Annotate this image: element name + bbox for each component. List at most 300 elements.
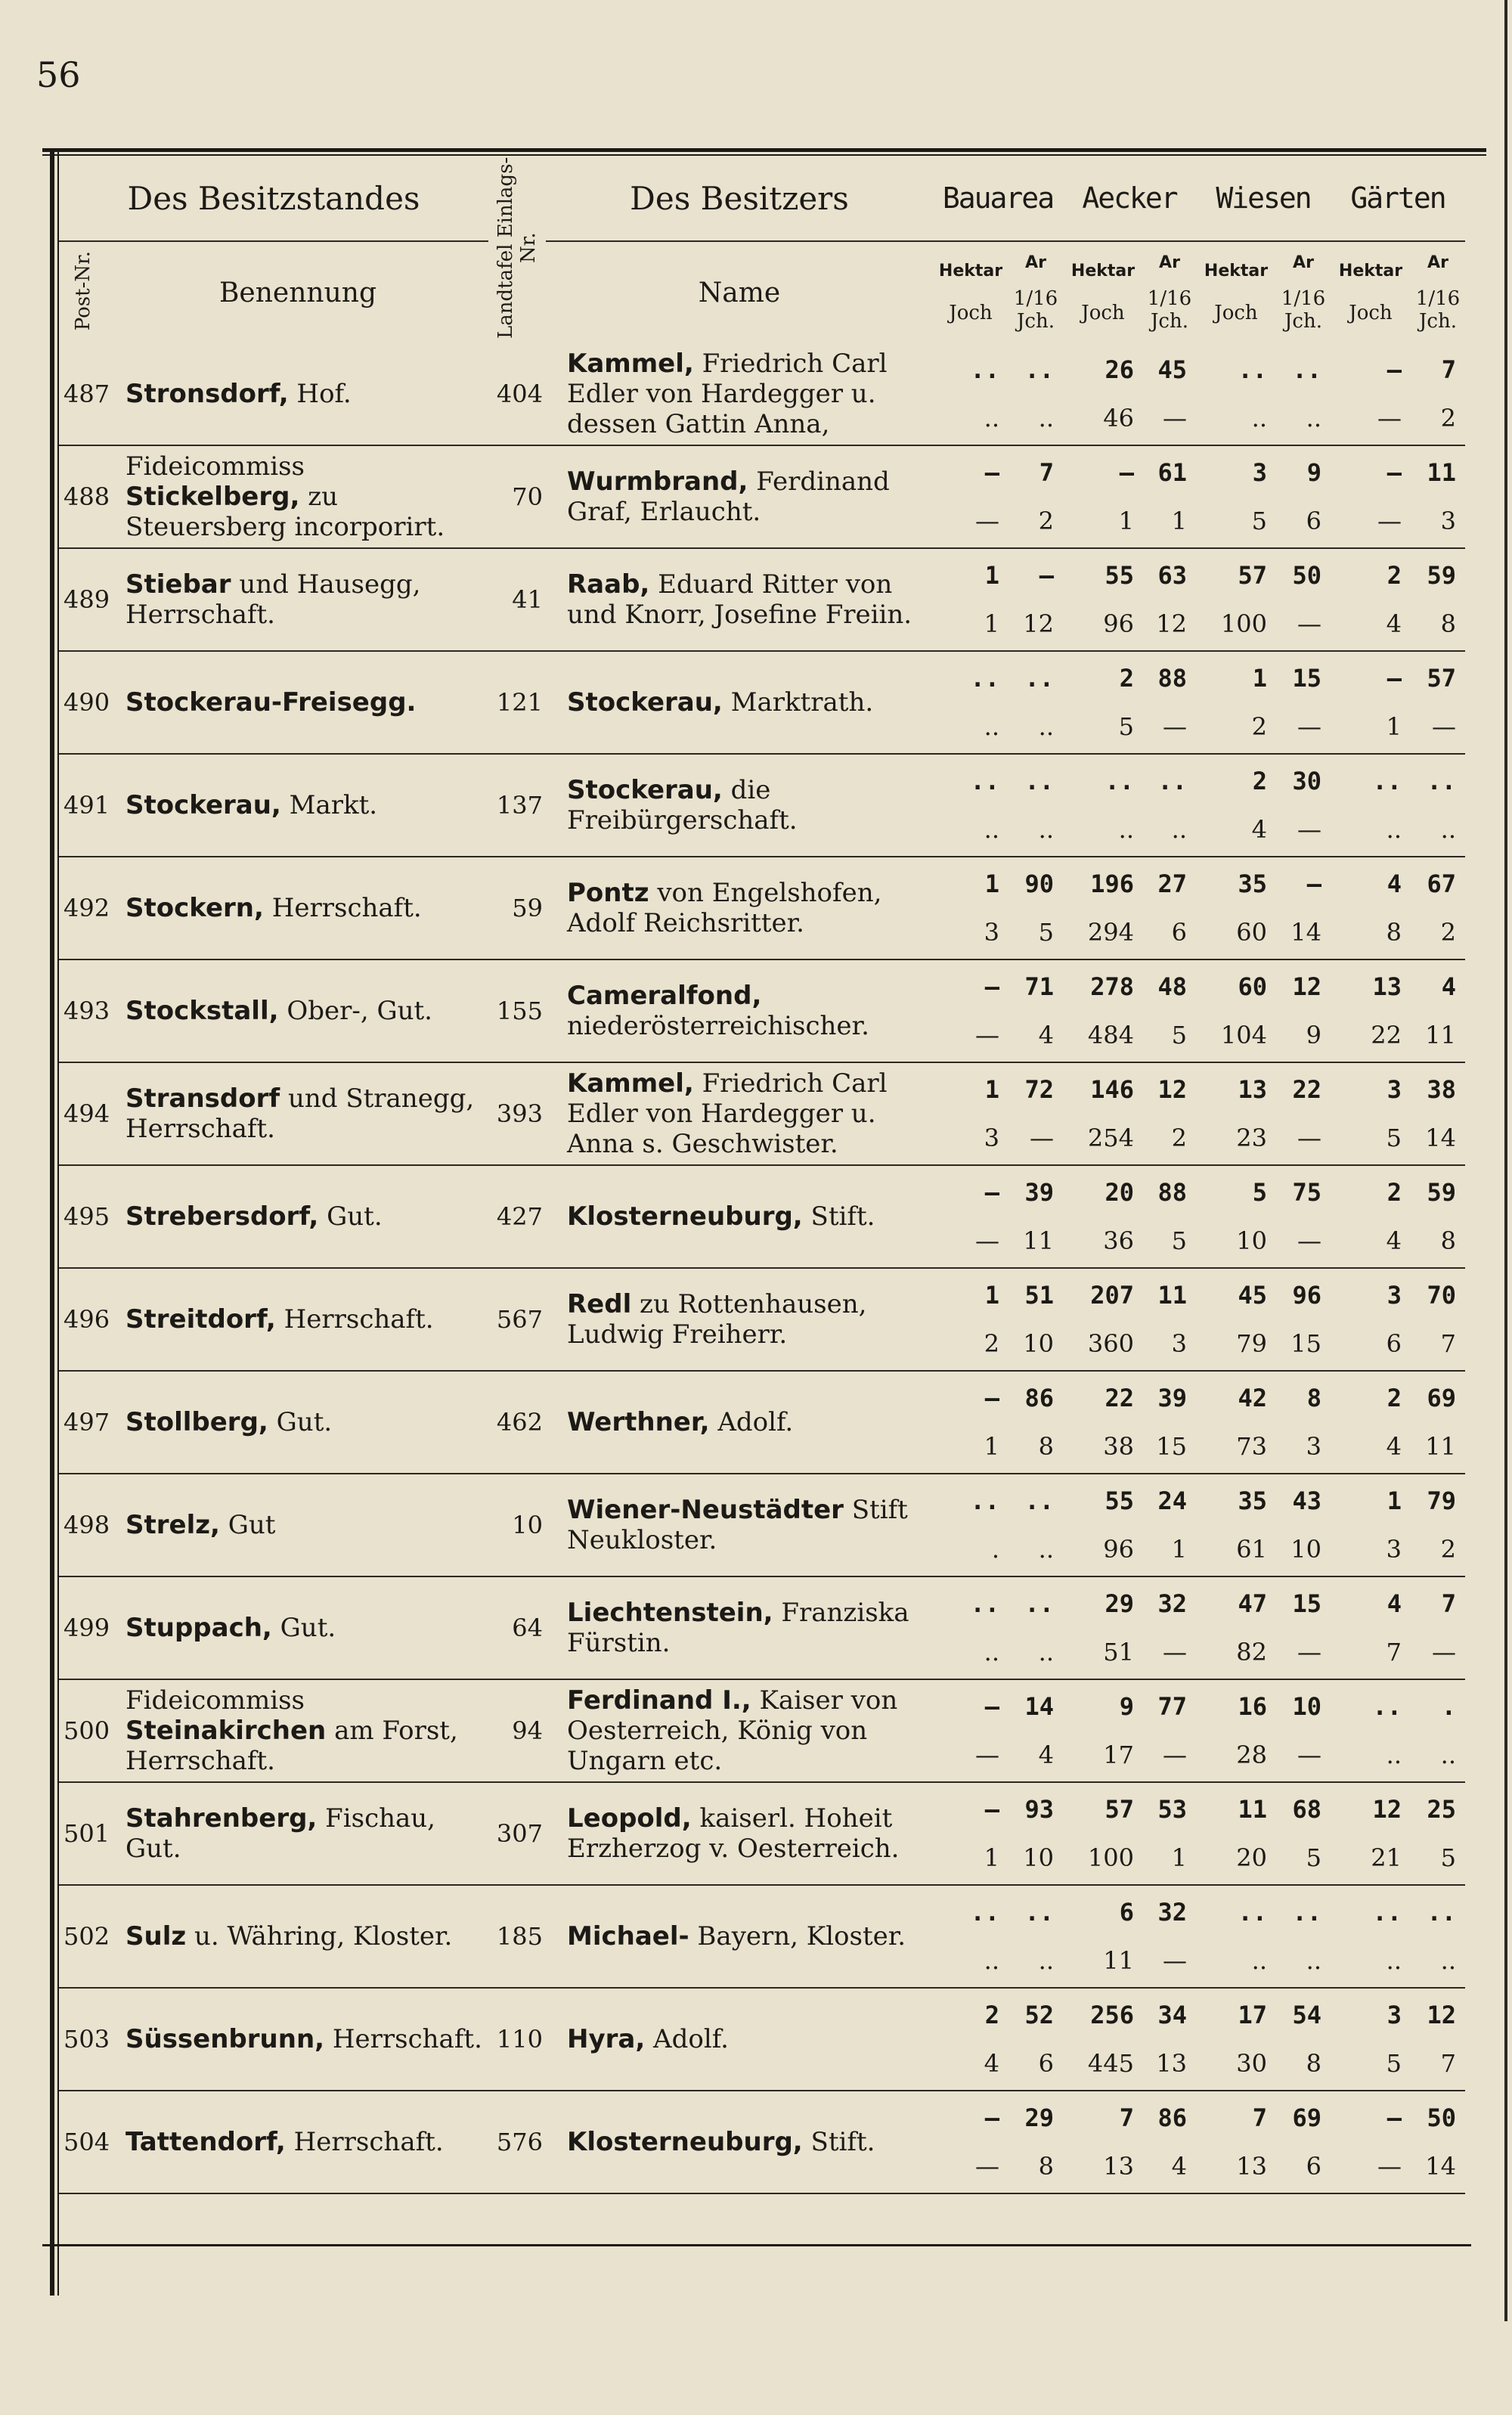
area-value — [1009, 959, 1063, 1062]
benennung — [107, 754, 488, 857]
besitzer-name — [546, 1679, 933, 1782]
besitzer-name — [546, 754, 933, 857]
area-value — [933, 1165, 1009, 1268]
besitzer-name — [546, 1474, 933, 1576]
hektar-value: — — [984, 458, 999, 487]
hektar-value: 4 — [1387, 1589, 1402, 1618]
joch-value: 4 — [1251, 815, 1267, 844]
left-rule — [50, 148, 54, 2296]
joch-value: 7 — [1440, 2049, 1456, 2078]
top-rule — [42, 148, 1486, 152]
area-value — [1009, 1576, 1063, 1679]
hektar-value: 43 — [1292, 1487, 1321, 1515]
hektar-value: 75 — [1292, 1178, 1321, 1207]
hektar-value: .. — [970, 767, 999, 795]
hektar-value: 12 — [1427, 2001, 1456, 2029]
hektar-value: 67 — [1427, 870, 1456, 898]
area-value — [1276, 1576, 1331, 1679]
post-nr: 490 — [59, 651, 107, 754]
hektar-value: 9 — [1119, 1692, 1134, 1721]
area-value — [1063, 1165, 1143, 1268]
benennung-rest: Herrschaft. — [285, 2127, 444, 2157]
joch-value: — — [1163, 712, 1187, 741]
joch-value: 22 — [1371, 1021, 1402, 1049]
hektar-value: 13 — [1238, 1075, 1267, 1104]
area-value — [1276, 1165, 1331, 1268]
joch-value: 3 — [984, 918, 999, 947]
area-value — [1411, 1988, 1465, 2091]
besitzer-name — [546, 343, 933, 445]
hektar-value: 12 — [1157, 1075, 1187, 1104]
besitzer-rest: Kaiser von Oesterreich, König von Ungarn etc. — [567, 1685, 898, 1776]
benennung — [107, 651, 488, 754]
benennung-name: Stockern, — [125, 893, 264, 923]
joch-value: 1 — [984, 1432, 999, 1461]
hektar-value: . — [1441, 1692, 1456, 1721]
besitzer-name — [546, 1371, 933, 1474]
hektar-value: 57 — [1427, 664, 1456, 693]
landtafel-nr: 462 — [488, 1371, 546, 1474]
hektar-value: 52 — [1024, 2001, 1054, 2029]
joch-value: — — [1297, 815, 1321, 844]
hektar-value: 47 — [1238, 1589, 1267, 1618]
hektar-value: 88 — [1157, 1178, 1187, 1207]
besitzer-surname: Liechtenstein, — [567, 1598, 773, 1628]
joch-value: — — [975, 1226, 999, 1255]
hektar-value: .. — [1427, 767, 1456, 795]
hektar-value: 9 — [1306, 458, 1321, 487]
joch-value: .. — [1251, 404, 1267, 432]
unit-ar-jch: Ar 1/16 Jch. — [1013, 253, 1058, 333]
besitzer-surname: Leopold, — [567, 1803, 692, 1834]
area-value — [1331, 1268, 1411, 1371]
area-value — [1331, 1474, 1411, 1576]
area-value — [1411, 1782, 1465, 1885]
hektar-value: 11 — [1157, 1281, 1187, 1310]
hektar-value: — — [984, 972, 999, 1001]
hektar-value: 86 — [1024, 1384, 1054, 1412]
landtafel-nr: 41 — [488, 548, 546, 651]
area-value — [1331, 651, 1411, 754]
joch-value: — — [1297, 1741, 1321, 1769]
joch-value: 4 — [1386, 609, 1402, 638]
area-value — [1331, 857, 1411, 959]
hektar-value: — — [984, 2103, 999, 2132]
joch-value: 8 — [1038, 2152, 1054, 2181]
joch-value: 79 — [1236, 1329, 1267, 1358]
area-value — [1331, 1782, 1411, 1885]
benennung-name: Strelz, — [125, 1510, 220, 1540]
area-value — [1196, 1268, 1276, 1371]
hektar-value: 53 — [1157, 1795, 1187, 1824]
joch-value: 13 — [1156, 2049, 1187, 2078]
landtafel-nr: 393 — [488, 1062, 546, 1165]
table-row — [59, 1268, 1465, 1371]
joch-value: 2 — [1038, 507, 1054, 535]
hektar-value: 1 — [984, 870, 999, 898]
benennung-name: Stransdorf — [125, 1083, 280, 1114]
benennung — [107, 1371, 488, 1474]
joch-value: 13 — [1236, 2152, 1267, 2181]
hektar-value: 42 — [1238, 1384, 1267, 1412]
area-value — [1143, 548, 1196, 651]
hektar-value: 55 — [1105, 1487, 1134, 1515]
joch-value: — — [1297, 712, 1321, 741]
hektar-value: 72 — [1024, 1075, 1054, 1104]
post-nr: 496 — [59, 1268, 107, 1371]
joch-value: — — [1163, 1741, 1187, 1769]
area-value — [1009, 445, 1063, 548]
area-value — [1196, 1576, 1276, 1679]
area-value — [1143, 857, 1196, 959]
joch-value: 7 — [1440, 1329, 1456, 1358]
joch-value: 36 — [1103, 1226, 1134, 1255]
besitzer-name — [546, 1062, 933, 1165]
table-row — [59, 1782, 1465, 1885]
besitzer-surname: Werthner, — [567, 1407, 710, 1437]
benennung-rest: Fischau, Gut. — [125, 1803, 435, 1864]
area-value — [1009, 651, 1063, 754]
area-value — [1063, 343, 1143, 445]
joch-value: 104 — [1220, 1021, 1267, 1049]
benennung-rest: u. Währing, Kloster. — [186, 1921, 453, 1952]
hektar-value: 51 — [1024, 1281, 1054, 1310]
unit-ar-jch: Ar 1/16 Jch. — [1147, 253, 1192, 333]
benennung — [107, 959, 488, 1062]
joch-value: — — [1163, 1638, 1187, 1666]
header-benennung: Benennung — [218, 277, 377, 308]
joch-value: 82 — [1236, 1638, 1267, 1666]
area-value — [1276, 1988, 1331, 2091]
post-nr: 497 — [59, 1371, 107, 1474]
unit-hektar-joch: Hektar Joch — [1070, 261, 1136, 324]
joch-value: 5 — [1386, 1124, 1402, 1152]
besitzer-name — [546, 857, 933, 959]
joch-value: 10 — [1023, 1329, 1054, 1358]
hektar-value: 278 — [1090, 972, 1134, 1001]
joch-value: .. — [1306, 404, 1321, 432]
benennung-name: Stiebar — [125, 569, 231, 600]
hektar-value: 54 — [1292, 2001, 1321, 2029]
joch-value: .. — [1038, 1946, 1054, 1975]
area-value — [1276, 857, 1331, 959]
joch-value: 14 — [1425, 2152, 1456, 2181]
benennung-rest: Gut. — [268, 1407, 333, 1437]
hektar-value: 29 — [1105, 1589, 1134, 1618]
joch-value: 73 — [1236, 1432, 1267, 1461]
hektar-value: 50 — [1427, 2103, 1456, 2132]
area-value — [1143, 1474, 1196, 1576]
hektar-value: 12 — [1292, 972, 1321, 1001]
besitzer-name — [546, 1885, 933, 1988]
joch-value: — — [1432, 1638, 1456, 1666]
header-post-nr: Post-Nr. — [72, 251, 94, 331]
area-value — [1143, 1371, 1196, 1474]
benennung-rest: Gut — [219, 1510, 276, 1540]
joch-value: 254 — [1087, 1124, 1134, 1152]
joch-value: 5 — [1118, 712, 1134, 741]
joch-value: 61 — [1236, 1535, 1267, 1564]
joch-value: 3 — [1306, 1432, 1321, 1461]
area-value — [1276, 548, 1331, 651]
page-number: 56 — [36, 54, 81, 95]
area-value — [1196, 1474, 1276, 1576]
area-value — [1196, 548, 1276, 651]
joch-value: 11 — [1103, 1946, 1134, 1975]
joch-value: 4 — [1038, 1741, 1054, 1769]
area-value — [1009, 1474, 1063, 1576]
benennung-name: Stockerau, — [125, 790, 281, 820]
besitzer-name — [546, 548, 933, 651]
benennung-rest: und Hausegg, Herrschaft. — [125, 569, 421, 630]
besitzer-rest: Stift Neukloster. — [567, 1495, 908, 1555]
table-row — [59, 959, 1465, 1062]
hektar-value: 38 — [1427, 1075, 1456, 1104]
joch-value: .. — [1038, 815, 1054, 844]
hektar-value: 3 — [1252, 458, 1267, 487]
joch-value: 5 — [1306, 1843, 1321, 1872]
hektar-value: 24 — [1157, 1487, 1187, 1515]
area-value — [1331, 1576, 1411, 1679]
besitzer-rest: Friedrich Carl Edler von Hardegger u. Anna s. Geschwister. — [567, 1068, 888, 1159]
table-row — [59, 754, 1465, 857]
benennung-name: Stollberg, — [125, 1407, 268, 1437]
hektar-value: .. — [1024, 1487, 1054, 1515]
benennung — [107, 1679, 488, 1782]
benennung-rest: am Forst, Herrschaft. — [125, 1716, 458, 1776]
area-value — [1276, 1782, 1331, 1885]
table-row — [59, 1062, 1465, 1165]
area-value — [933, 343, 1009, 445]
area-value — [1331, 2091, 1411, 2193]
benennung — [107, 1062, 488, 1165]
joch-value: 11 — [1425, 1021, 1456, 1049]
benennung — [107, 1474, 488, 1576]
area-value — [933, 1474, 1009, 1576]
hektar-value: 7 — [1441, 1589, 1456, 1618]
area-value — [1009, 343, 1063, 445]
hektar-value: .. — [1105, 767, 1134, 795]
area-value — [1063, 857, 1143, 959]
joch-value: .. — [1251, 1946, 1267, 1975]
besitzer-rest: von Engelshofen, Adolf Reichsritter. — [567, 878, 882, 938]
area-value — [1009, 1679, 1063, 1782]
besitzer-rest: niederösterreichischer. — [567, 1011, 869, 1041]
hektar-value: 146 — [1090, 1075, 1134, 1104]
area-value — [1063, 548, 1143, 651]
hektar-value: — — [1387, 2103, 1402, 2132]
hektar-value: 26 — [1105, 355, 1134, 384]
hektar-value: .. — [1372, 1692, 1402, 1721]
area-value — [1063, 1474, 1143, 1576]
hektar-value: — — [1387, 458, 1402, 487]
area-value — [1411, 445, 1465, 548]
area-value — [1331, 445, 1411, 548]
area-value — [1411, 1268, 1465, 1371]
area-value — [1411, 651, 1465, 754]
hektar-value: 1 — [1387, 1487, 1402, 1515]
area-value — [1331, 548, 1411, 651]
joch-value: 13 — [1103, 2152, 1134, 2181]
header-aecker: Aecker — [1063, 156, 1196, 241]
joch-value: 20 — [1236, 1843, 1267, 1872]
area-value — [1411, 1576, 1465, 1679]
hektar-value: 11 — [1238, 1795, 1267, 1824]
area-value — [1009, 1062, 1063, 1165]
area-value — [1009, 2091, 1063, 2193]
header-landtafel: Landtafel Einlags-Nr. — [494, 157, 540, 339]
hektar-value: 7 — [1039, 458, 1054, 487]
hektar-value: 2 — [1387, 1384, 1402, 1412]
joch-value: 3 — [1440, 507, 1456, 535]
joch-value: 4 — [984, 2049, 999, 2078]
hektar-value: — — [984, 1178, 999, 1207]
joch-value: — — [975, 1741, 999, 1769]
joch-value: 15 — [1290, 1329, 1321, 1358]
area-value — [1063, 754, 1143, 857]
hektar-value: .. — [1427, 1898, 1456, 1927]
area-value — [1196, 1885, 1276, 1988]
hektar-value: 7 — [1441, 355, 1456, 384]
post-nr: 498 — [59, 1474, 107, 1576]
area-value — [1276, 1268, 1331, 1371]
joch-value: . — [991, 1535, 999, 1564]
area-value — [1276, 754, 1331, 857]
hektar-value: 6 — [1119, 1898, 1134, 1927]
joch-value: — — [975, 2152, 999, 2181]
joch-value: 10 — [1236, 1226, 1267, 1255]
joch-value: 5 — [1386, 2049, 1402, 2078]
area-value — [1411, 343, 1465, 445]
hektar-value: 88 — [1157, 664, 1187, 693]
header-gaerten: Gärten — [1331, 156, 1465, 241]
hektar-value: 17 — [1238, 2001, 1267, 2029]
besitzer-name — [546, 1165, 933, 1268]
table-row — [59, 1371, 1465, 1474]
area-value — [1009, 1371, 1063, 1474]
area-value — [1196, 1679, 1276, 1782]
joch-value: 1 — [1171, 1843, 1187, 1872]
besitzer-surname: Klosterneuburg, — [567, 1201, 803, 1232]
post-nr: 489 — [59, 548, 107, 651]
besitzer-rest: zu Rottenhausen, Ludwig Freiherr. — [567, 1289, 867, 1350]
besitzer-name — [546, 1988, 933, 2091]
area-value — [1331, 343, 1411, 445]
hektar-value: 61 — [1157, 458, 1187, 487]
hektar-value: .. — [1372, 767, 1402, 795]
hektar-value: .. — [1238, 355, 1267, 384]
landtafel-nr: 155 — [488, 959, 546, 1062]
hektar-value: 20 — [1105, 1178, 1134, 1207]
joch-value: .. — [1386, 1946, 1402, 1975]
joch-value: .. — [984, 815, 999, 844]
besitzer-surname: Cameralfond, — [567, 981, 762, 1011]
joch-value: 100 — [1087, 1843, 1134, 1872]
joch-value: 9 — [1306, 1021, 1321, 1049]
area-value — [1276, 1885, 1331, 1988]
hektar-value: 48 — [1157, 972, 1187, 1001]
area-value — [1143, 959, 1196, 1062]
hektar-value: 55 — [1105, 561, 1134, 590]
area-value — [1143, 1268, 1196, 1371]
hektar-value: 57 — [1238, 561, 1267, 590]
hektar-value: 2 — [1119, 664, 1134, 693]
area-value — [1063, 1988, 1143, 2091]
hektar-value: 39 — [1024, 1178, 1054, 1207]
benennung-name: Stuppach, — [125, 1613, 272, 1643]
hektar-value: — — [1387, 664, 1402, 693]
area-value — [1331, 754, 1411, 857]
area-value — [1196, 1988, 1276, 2091]
area-value — [1196, 1371, 1276, 1474]
area-value — [1196, 343, 1276, 445]
joch-value: 2 — [1440, 918, 1456, 947]
area-value — [933, 1062, 1009, 1165]
joch-value: 3 — [1386, 1535, 1402, 1564]
besitzer-rest: Stift. — [802, 2127, 875, 2157]
joch-value: 96 — [1103, 609, 1134, 638]
joch-value: 3 — [984, 1124, 999, 1152]
area-value — [933, 1885, 1009, 1988]
hektar-value: .. — [1024, 664, 1054, 693]
area-value — [933, 1679, 1009, 1782]
area-value — [1331, 1371, 1411, 1474]
joch-value: 1 — [984, 1843, 999, 1872]
besitzer-surname: Raab, — [567, 569, 650, 600]
besitzer-surname: Michael- — [567, 1921, 689, 1952]
table-row — [59, 1165, 1465, 1268]
hektar-value: 2 — [984, 2001, 999, 2029]
post-nr: 494 — [59, 1062, 107, 1165]
table-row — [59, 857, 1465, 959]
hektar-value: 8 — [1306, 1384, 1321, 1412]
area-value — [1276, 445, 1331, 548]
besitzer-name — [546, 2091, 933, 2193]
landtafel-nr: 404 — [488, 343, 546, 445]
header-wiesen: Wiesen — [1196, 156, 1331, 241]
joch-value: 6 — [1038, 2049, 1054, 2078]
joch-value: 7 — [1386, 1638, 1402, 1666]
area-value — [1143, 1679, 1196, 1782]
area-value — [1063, 1782, 1143, 1885]
benennung-name: Steinakirchen — [125, 1716, 327, 1746]
benennung-name: Sulz — [125, 1921, 187, 1952]
benennung-prefix: Fideicommiss — [125, 451, 305, 482]
joch-value: 5 — [1440, 1843, 1456, 1872]
besitzer-surname: Wiener-Neustädter — [567, 1495, 844, 1525]
hektar-value: 22 — [1292, 1075, 1321, 1104]
table-row — [59, 651, 1465, 754]
joch-value: 6 — [1386, 1329, 1402, 1358]
hektar-value: — — [984, 1384, 999, 1412]
joch-value: 51 — [1103, 1638, 1134, 1666]
hektar-value: 29 — [1024, 2103, 1054, 2132]
area-value — [1143, 445, 1196, 548]
area-value — [1143, 1165, 1196, 1268]
besitzer-surname: Stockerau, — [567, 775, 723, 805]
post-nr: 503 — [59, 1988, 107, 2091]
hektar-value: 4 — [1387, 870, 1402, 898]
area-value — [1143, 1782, 1196, 1885]
table-row — [59, 548, 1465, 651]
area-value — [1009, 1782, 1063, 1885]
joch-value: 1 — [1386, 712, 1402, 741]
area-value — [933, 1782, 1009, 1885]
area-value — [1196, 2091, 1276, 2193]
hektar-value: 2 — [1387, 1178, 1402, 1207]
joch-value: .. — [1038, 712, 1054, 741]
hektar-value: 1 — [984, 1075, 999, 1104]
